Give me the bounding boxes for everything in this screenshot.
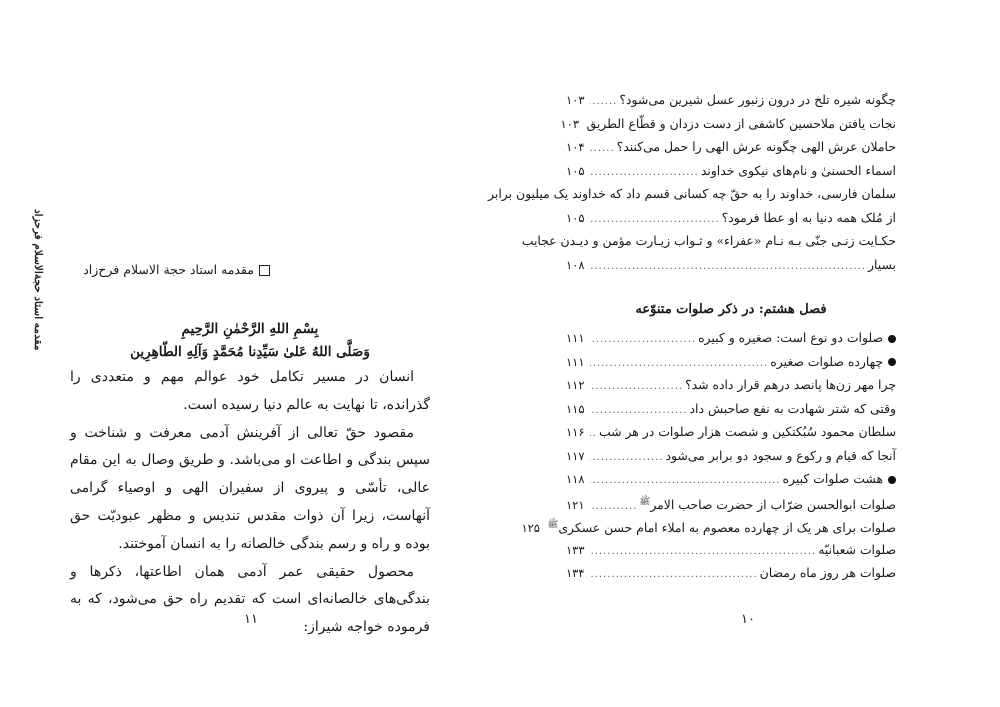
- toc-entry[interactable]: [566, 467, 896, 491]
- leader-dots: [590, 399, 688, 423]
- toc-entry[interactable]: [566, 135, 896, 159]
- toc-entry-title-line2: بسیار: [868, 256, 896, 272]
- toc-entry-title: صلوات هر روز ماه رمضان: [759, 565, 896, 580]
- toc-entry-wrapped[interactable]: [521, 229, 896, 276]
- toc-entry-title: چهارده صلوات صغیره: [770, 353, 883, 369]
- toc-entry-title: صلوات دو نوع است: صغیره و کبیره: [698, 330, 883, 345]
- toc-entry-title: هشت صلوات کبیره: [782, 471, 883, 486]
- toc-entry-page: ۱۱۵: [566, 401, 585, 416]
- toc-entry-page: ۱۱۱: [566, 331, 585, 345]
- toc-entry-page: ۱۲۱: [566, 497, 585, 512]
- running-header: مقدمه استاد حجةالاسلام فرحزاد: [32, 209, 44, 351]
- leader-dots: [590, 540, 816, 564]
- toc-entry-title: صلوات ابوالحسن ضرّاب از حضرت صاحب الامر: [650, 496, 896, 512]
- toc-entry-page: ۱۱۱: [566, 354, 585, 369]
- toc-entry[interactable]: [566, 88, 896, 112]
- toc-entry-title: آنجا که قیام و رکوع و سجود دو برابر می‌شود: [665, 447, 896, 463]
- honorific-glyph-icon: ﷺ: [639, 496, 651, 507]
- bullet-icon: [888, 358, 896, 366]
- toc-entry[interactable]: [521, 514, 896, 538]
- basmala-line: بِسْمِ اللهِ الرَّحْمٰنِ الرَّحِيمِ: [181, 321, 319, 337]
- leader-dots: [590, 137, 615, 161]
- leader-dots: [590, 352, 768, 376]
- bullet-icon: [888, 476, 896, 484]
- leader-dots: [590, 328, 696, 352]
- toc-entry[interactable]: [566, 373, 896, 397]
- toc-entry[interactable]: [560, 112, 896, 136]
- toc-entry-page: ۱۰۸: [566, 257, 585, 272]
- toc-entry[interactable]: [566, 444, 896, 468]
- toc-entry-title: اسماء الحسنیٰ و نام‌های نیکوی خداوند: [700, 162, 896, 178]
- page-number: ۱۰: [741, 612, 755, 627]
- toc-entry-page: ۱۳۳: [566, 542, 585, 557]
- toc-entry-title: چگونه شیره تلخ در درون زنبور عسل شیرین می‌شود؟: [619, 92, 896, 107]
- toc-entry-title: نجات یافتن ملاحسین کاشفی از دست دزدان و قطّاع الطریق: [586, 115, 896, 131]
- leader-dots: [590, 161, 699, 185]
- leader-dots: [590, 208, 720, 232]
- section-title: [83, 262, 270, 277]
- leader-dots: [590, 446, 664, 470]
- toc-entry[interactable]: [566, 350, 896, 374]
- toc-entry-page: ۱۰۳: [566, 93, 585, 107]
- table-of-contents: [488, 88, 896, 585]
- toc-entry-title-line1: سلمان فارسی، خداوند را به حقّ چه کسانی قسم داد که خداوند یک میلیون برابر: [488, 186, 896, 201]
- toc-entry-page: ۱۳۴: [566, 566, 585, 580]
- paragraph: محصول حقیقی عمر آدمی همان اطاعتها، ذکرها و بندگی‌های خالصانه‌ای است که تقدیم راه حق می‌شود، که به فرموده خواجه شیراز:: [70, 563, 430, 636]
- paragraph: انسان در مسیر تکامل خود عوالم مهم و متعددی را گذرانده، تا نهایت به عالم دنیا رسیده است.: [70, 369, 430, 413]
- toc-entry-title: صلوات برای هر یک از چهارده معصوم به املاء امام حسن عسکری: [558, 520, 896, 536]
- toc-entry[interactable]: [566, 538, 896, 562]
- toc-entry-wrapped[interactable]: [488, 182, 896, 229]
- toc-entry[interactable]: [566, 159, 896, 183]
- body-text: [70, 364, 430, 642]
- bullet-icon: [888, 335, 896, 343]
- toc-entry-title-line1: حکـایت زنـی جنّی بـه نـام «عفراء» و ثـواب زیـارت مؤمن و دیـدن عجایب: [521, 233, 896, 248]
- toc-entry-page: ۱۱۸: [566, 472, 585, 486]
- toc-entry-page: ۱۱۷: [566, 448, 585, 463]
- right-page: [488, 0, 1000, 707]
- leader-dots: [590, 563, 758, 587]
- salawat-line: وَصَلَّى اللهُ عَلىٰ سَيِّدِنا مُحَمَّدٍ وَآلِهِ الطّاهِرِين: [130, 344, 370, 360]
- paragraph: مقصود حقّ تعالی از آفرینش آدمی معرفت و شناخت و سپس بندگی و اطاعت او می‌باشد. و طریق وصال به این مقام عالی، تأسّی و پیروی از سفیران الهی و اوصیاء گرامی آنهاست، زیرا آن ذوات مقدس تندیس و مظهر عبودیّت حق بوده و راه و رسم بندگی خالصانه را به انسان آموختند.: [70, 424, 430, 552]
- toc-entry-page: ۱۰۴: [566, 140, 585, 154]
- section-title-text: مقدمه استاد حجة الاسلام فرح‌زاد: [83, 262, 254, 277]
- honorific-glyph-icon: ﷺ: [547, 520, 559, 530]
- leader-dots: [590, 469, 781, 493]
- square-bullet-icon: [259, 265, 270, 276]
- toc-entry[interactable]: [566, 491, 896, 515]
- leader-dots: [590, 255, 866, 279]
- chapter-heading: فصل هشتم: در ذکر صلوات متنوّعه: [635, 302, 827, 317]
- toc-entry-title: سلطان محمود سُبُکتکین و شصت هزار صلوات در هر شب: [598, 424, 896, 439]
- toc-entry-title: حاملان عرش الهی چگونه عرش الهی را حمل می‌کنند؟: [616, 139, 896, 154]
- toc-entry-title: صلوات شعبانیّه: [818, 541, 896, 557]
- toc-entry-page: ۱۲۵: [521, 521, 540, 536]
- toc-entry[interactable]: [566, 420, 896, 444]
- basmala: [70, 318, 430, 364]
- toc-entry-page: ۱۰۵: [566, 163, 585, 178]
- toc-entry-page: ۱۱۶: [566, 425, 585, 439]
- leader-dots: [590, 90, 617, 114]
- toc-entry-title: وقتی که شتر شهادت به نفع صاحبش داد: [689, 400, 896, 416]
- toc-entry-page: ۱۰۵: [566, 210, 585, 225]
- toc-entry-page: ۱۰۳: [560, 116, 580, 131]
- toc-entry-page: ۱۱۲: [566, 378, 585, 392]
- toc-entry[interactable]: [566, 561, 896, 585]
- leader-dots: [590, 375, 683, 399]
- toc-entry-title: چرا مهر زن‌ها پانصد درهم قرار داده شد؟: [685, 377, 896, 392]
- toc-entry-title-line2: از مُلک همه دنیا به او عطا فرمود؟: [721, 209, 896, 225]
- page-number: ۱۱: [244, 612, 258, 627]
- toc-entry[interactable]: [566, 397, 896, 421]
- toc-entry[interactable]: [566, 326, 896, 350]
- leader-dots: [590, 422, 597, 446]
